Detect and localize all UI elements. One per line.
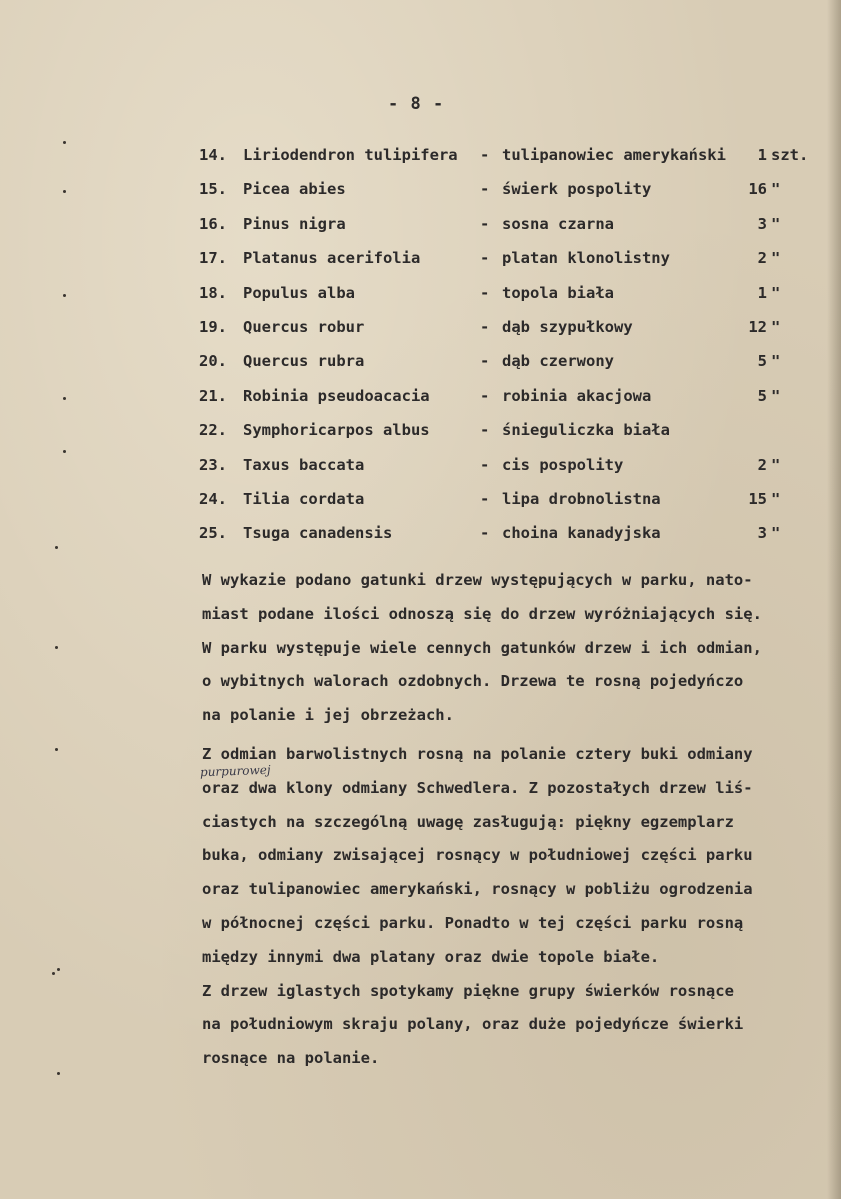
species-number: 20. [199, 352, 227, 371]
species-row [199, 249, 819, 283]
species-dash: - [480, 489, 490, 508]
species-number: 25. [199, 524, 227, 543]
species-number: 22. [199, 421, 227, 440]
species-unit: " [771, 180, 781, 199]
species-latin-name: Liriodendron tulipifera [243, 146, 458, 164]
species-dash: - [480, 283, 490, 302]
margin-mark [63, 450, 66, 453]
species-dash: - [480, 421, 490, 440]
species-row [199, 524, 819, 558]
species-row [199, 180, 819, 214]
species-quantity: 3 [757, 214, 767, 233]
margin-mark [63, 397, 66, 400]
species-row [199, 352, 819, 386]
species-unit: " [771, 524, 781, 543]
text-line: W wykazie podano gatunki drzew występujących w parku, nato- [202, 571, 753, 589]
species-polish-name: robinia akacjowa [502, 386, 652, 405]
species-unit: " [771, 352, 781, 371]
text-line: ciastych na szczególną uwagę zasługują: piękny egzemplarz [202, 812, 734, 831]
species-dash: - [480, 317, 490, 336]
species-latin-name: Populus alba [243, 283, 355, 302]
species-dash: - [480, 455, 490, 474]
species-dash: - [480, 386, 490, 405]
species-quantity: 3 [757, 524, 767, 543]
species-polish-name: lipa drobnolistna [502, 489, 661, 508]
species-row [199, 284, 819, 318]
species-unit: " [771, 214, 781, 233]
species-unit: " [771, 317, 781, 336]
species-dash: - [480, 249, 490, 268]
species-dash: - [480, 524, 490, 543]
species-dash: - [480, 352, 490, 371]
species-polish-name: dąb szypułkowy [502, 317, 633, 336]
species-quantity: 1 [757, 146, 767, 164]
margin-mark [55, 646, 58, 649]
species-polish-name: choina kanadyjska [502, 524, 661, 543]
species-latin-name: Robinia pseudoacacia [243, 386, 430, 405]
margin-mark [55, 748, 58, 751]
species-polish-name: tulipanowiec amerykański [502, 146, 726, 164]
species-latin-name: Platanus acerifolia [243, 249, 421, 268]
species-latin-name: Taxus baccata [243, 455, 365, 474]
species-row [199, 490, 819, 524]
species-latin-name: Picea abies [243, 180, 346, 199]
species-dash: - [480, 146, 490, 164]
text-line: Z drzew iglastych spotykamy piękne grupy świerków rosnące [202, 981, 734, 1000]
text-line: na polanie i jej obrzeżach. [202, 706, 454, 725]
page-edge-shadow [827, 0, 841, 1199]
margin-mark [63, 294, 66, 297]
species-unit: " [771, 283, 781, 302]
species-polish-name: platan klonolistny [502, 249, 670, 268]
species-polish-name: dąb czerwony [502, 352, 614, 371]
species-number: 24. [199, 489, 227, 508]
species-quantity: 16 [748, 180, 767, 199]
species-number: 16. [199, 214, 227, 233]
species-polish-name: topola biała [502, 283, 614, 302]
species-quantity: 15 [748, 489, 767, 508]
species-number: 18. [199, 283, 227, 302]
species-row [199, 456, 819, 490]
page-number: - 8 - [388, 94, 445, 114]
text-line: rosnące na polanie. [202, 1049, 380, 1068]
species-polish-name: sosna czarna [502, 214, 614, 233]
species-row [199, 387, 819, 421]
text-line: buka, odmiany zwisającej rosnący w południowej części parku [202, 846, 753, 865]
species-latin-name: Pinus nigra [243, 214, 346, 233]
species-quantity: 2 [757, 455, 767, 474]
species-number: 21. [199, 386, 227, 405]
text-line: na południowym skraju polany, oraz duże pojedyńcze świerki [202, 1015, 744, 1034]
margin-mark [57, 1072, 60, 1075]
species-unit: " [771, 489, 781, 508]
margin-mark [63, 141, 66, 144]
species-number: 14. [199, 146, 227, 164]
species-polish-name: cis pospolity [502, 455, 624, 474]
margin-mark [57, 968, 60, 971]
species-quantity: 12 [748, 317, 767, 336]
species-polish-name: świerk pospolity [502, 180, 652, 199]
species-latin-name: Symphoricarpos albus [243, 421, 430, 440]
species-dash: - [480, 214, 490, 233]
species-unit: szt. [771, 146, 809, 164]
margin-mark [52, 972, 55, 975]
species-polish-name: śnieguliczka biała [502, 421, 670, 440]
species-number: 17. [199, 249, 227, 268]
species-quantity: 2 [757, 249, 767, 268]
text-line: oraz tulipanowiec amerykański, rosnący w pobliżu ogrodzenia [202, 880, 753, 899]
species-quantity: 5 [757, 386, 767, 405]
text-line: między innymi dwa platany oraz dwie topole białe. [202, 947, 660, 966]
paragraph-park-description [199, 738, 812, 1076]
species-number: 23. [199, 455, 227, 474]
text-line: Z odmian barwolistnych rosną na polanie cztery buki odmiany [202, 745, 753, 763]
species-dash: - [480, 180, 490, 199]
species-number: 15. [199, 180, 227, 199]
text-line: miast podane ilości odnoszą się do drzew wyróżniających się. [202, 604, 762, 623]
species-row [199, 146, 819, 180]
text-line: W parku występuje wiele cennych gatunków drzew i ich odmian, [202, 638, 762, 657]
species-quantity: 1 [757, 283, 767, 302]
species-latin-name: Quercus robur [243, 317, 365, 336]
species-quantity: 5 [757, 352, 767, 371]
margin-mark [63, 190, 66, 193]
species-unit: " [771, 249, 781, 268]
species-latin-name: Quercus rubra [243, 352, 365, 371]
species-row [199, 421, 819, 455]
species-latin-name: Tsuga canadensis [243, 524, 393, 543]
species-unit: " [771, 386, 781, 405]
text-line: w północnej części parku. Ponadto w tej części parku rosną [202, 913, 744, 932]
species-row [199, 215, 819, 249]
text-line: o wybitnych walorach ozdobnych. Drzewa te rosną pojedyńczo [202, 672, 744, 691]
handwritten-annotation: purpurowej [199, 762, 271, 780]
text-line: oraz dwa klony odmiany Schwedlera. Z pozostałych drzew liś- [202, 778, 753, 797]
paragraph-species-note [202, 564, 812, 733]
species-latin-name: Tilia cordata [243, 489, 365, 508]
species-unit: " [771, 455, 781, 474]
species-number: 19. [199, 317, 227, 336]
margin-mark [55, 546, 58, 549]
species-list [199, 146, 819, 559]
species-row [199, 318, 819, 352]
